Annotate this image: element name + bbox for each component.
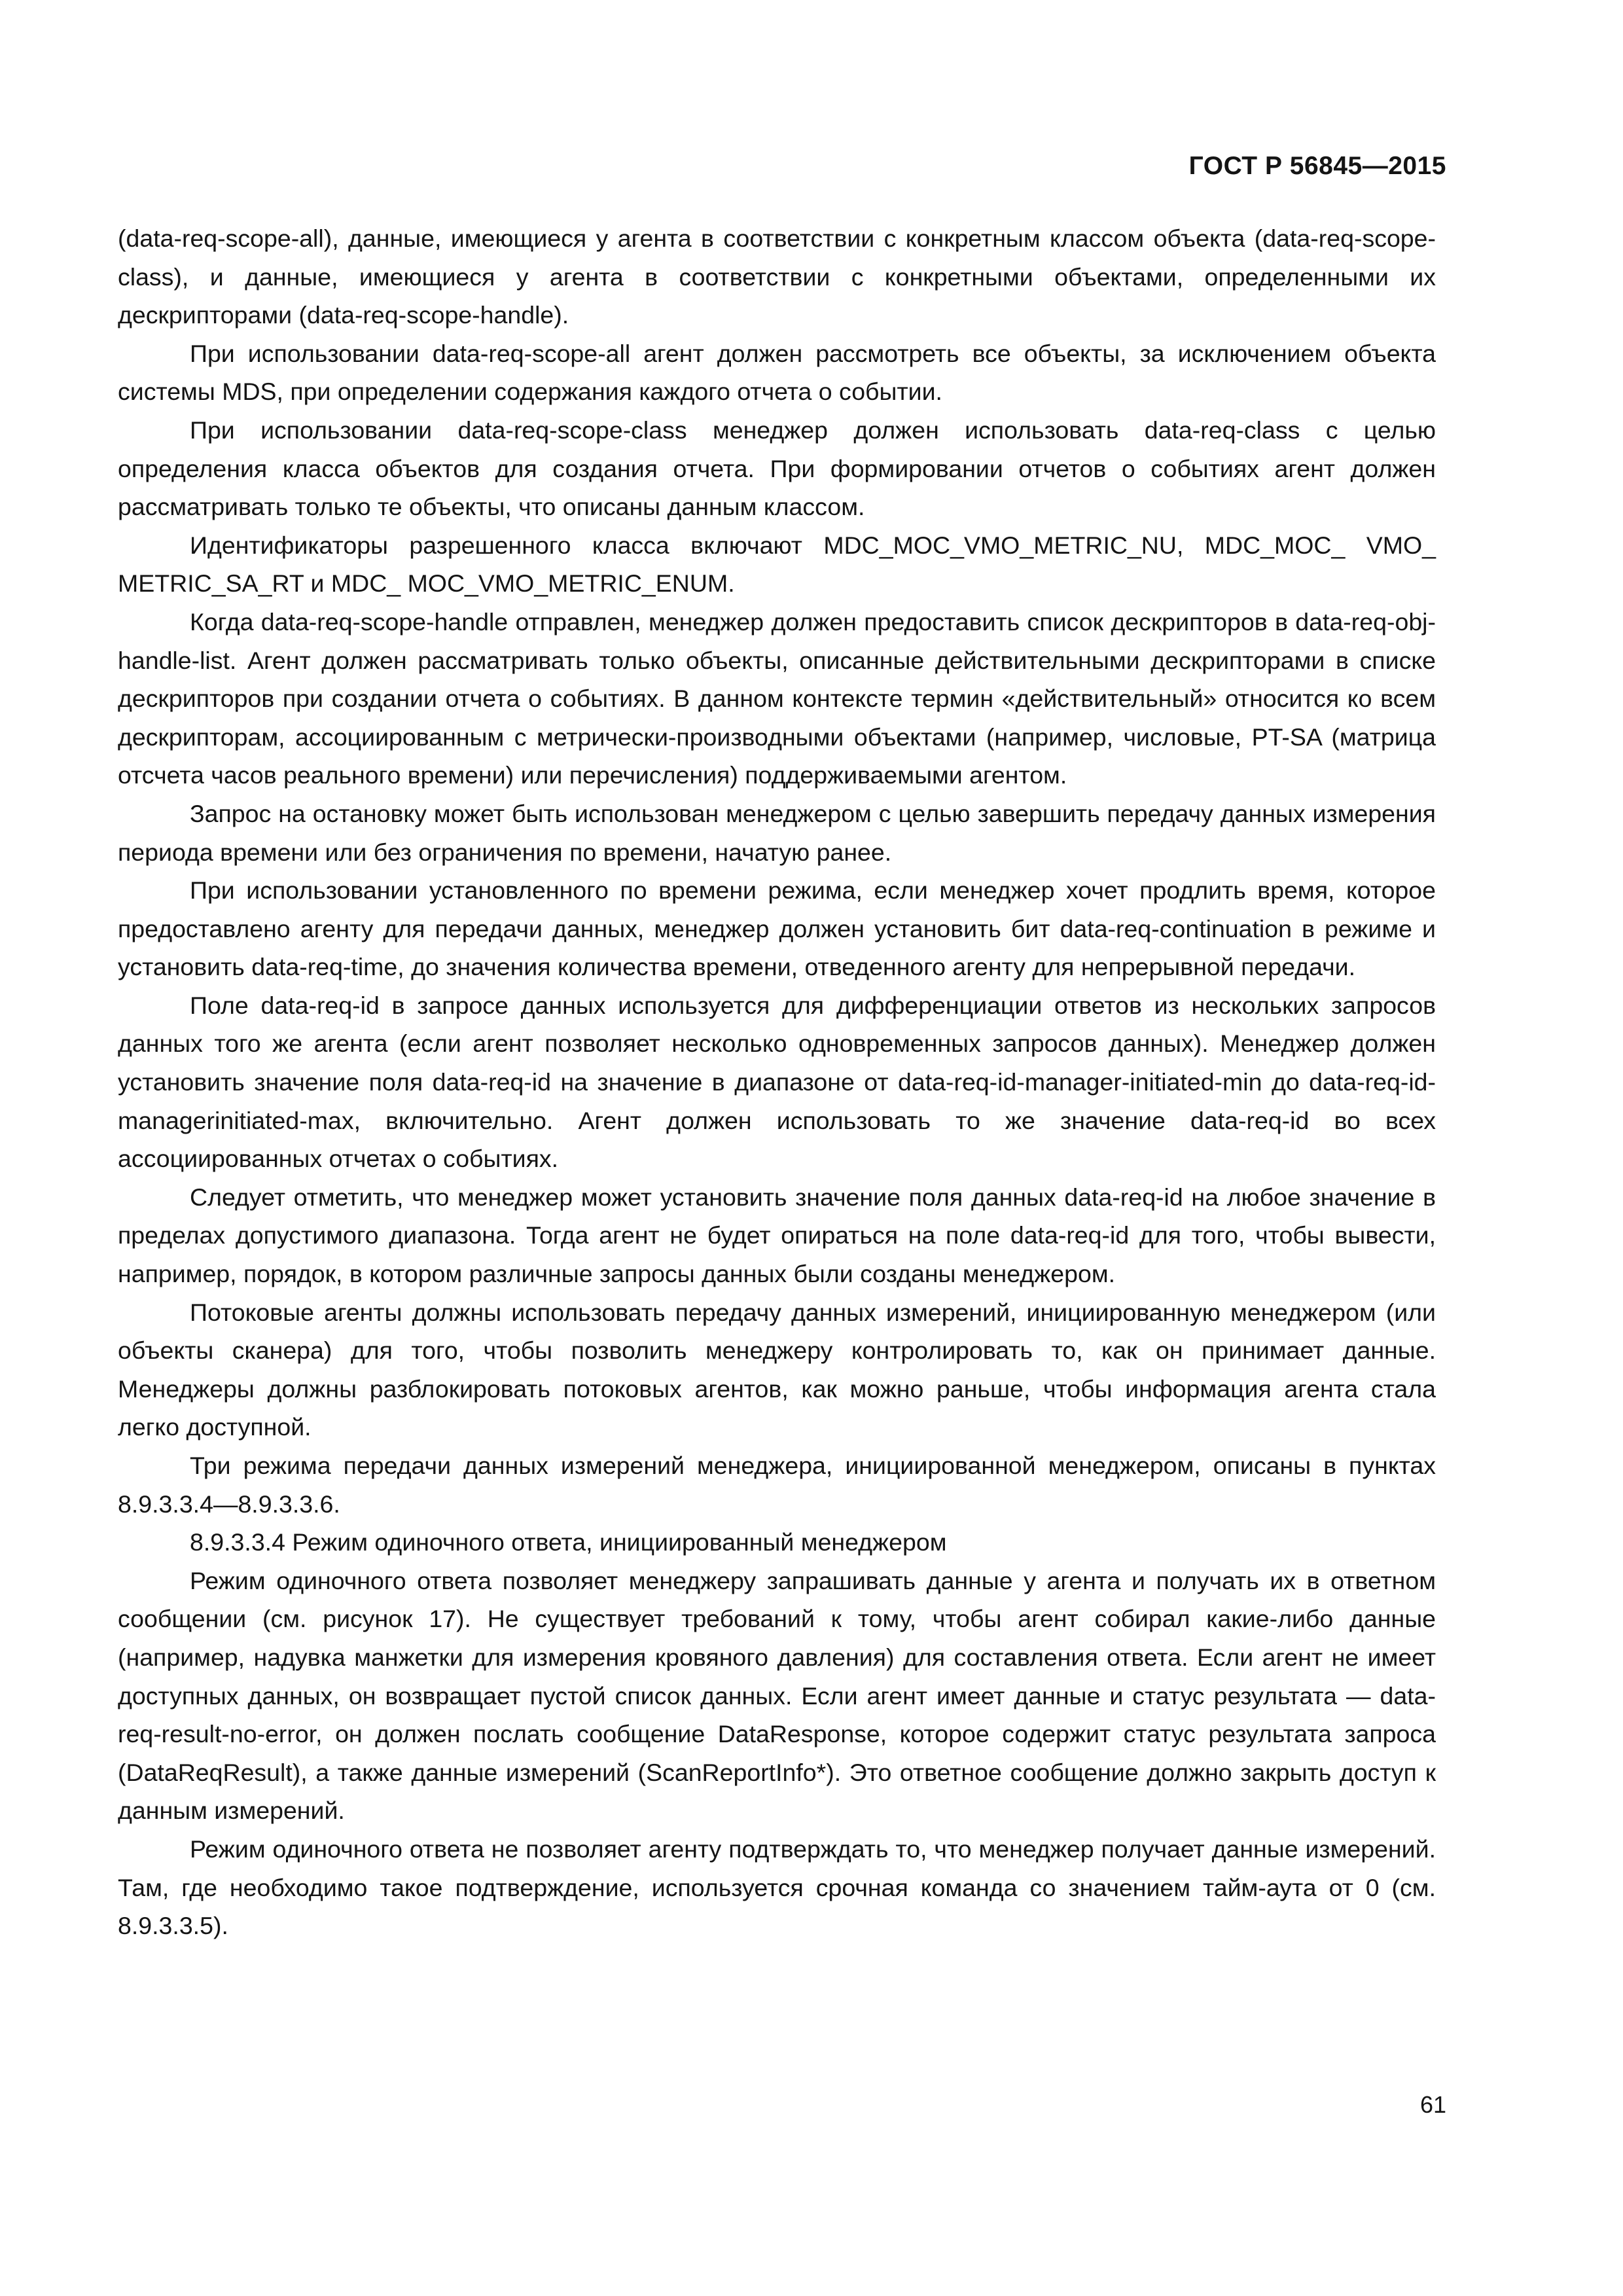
paragraph: Идентификаторы разрешенного класса включают MDC_MOC_VMO_METRIC_NU, MDC_MOC_ VMO_ METRIC_SA_RT и MDC_ MOC_VMO_METRIC_ENUM. [118, 531, 1436, 598]
paragraph: Режим одиночного ответа позволяет менеджеру запрашивать данные у агента и получать их в ответном сообщении (см. рисунок 17). Не существует требований к тому, чтобы агент собирал какие-либо данные (например, надувка манжетки для измерения кровяного давления) для составления ответа. Если агент не имеет доступных данных, он возвращает пустой список данных. Если агент имеет данные и статус результата — data-req-result-no-error, он должен послать сообщение DataResponse, которое содержит статус результата запроса (DataReqResult), а также данные измерений (ScanReportInfo*). Это ответное сообщение должно закрыть доступ к данным измерений. [118, 1566, 1436, 1825]
paragraph: Запрос на остановку может быть использован менеджером с целью завершить передачу данных измерения периода времени или без ограничения по времени, начатую ранее. [118, 799, 1436, 866]
paragraph: (data-req-scope-all), данные, имеющиеся у агента в соответствии с конкретным классом объекта (data-req-scope-class), и данные, имеющиеся у агента в соответствии с конкретными объектами, определенными их дескрипторами (data-req-scope-handle). [118, 224, 1436, 329]
paragraph: Три режима передачи данных измерений менеджера, инициированной менеджером, описаны в пунктах 8.9.3.3.4—8.9.3.3.6. [118, 1452, 1436, 1518]
body-text [118, 219, 1436, 1945]
paragraph: При использовании data-req-scope-all агент должен рассмотреть все объекты, за исключением объекта системы MDS, при определении содержания каждого отчета о событии. [118, 339, 1436, 406]
paragraph: При использовании data-req-scope-class менеджер должен использовать data-req-class с целью определения класса объектов для создания отчета. При формировании отчетов о событиях агент должен рассматривать только те объекты, что описаны данным классом. [118, 416, 1436, 521]
paragraph: Режим одиночного ответа не позволяет агенту подтверждать то, что менеджер получает данные измерений. Там, где необходимо такое подтверждение, используется срочная команда со значением тайм-аута от 0 (см. 8.9.3.3.5). [118, 1835, 1436, 1940]
section-heading: 8.9.3.3.4 Режим одиночного ответа, инициированный менеджером [190, 1528, 947, 1556]
paragraph: Поле data-req-id в запросе данных используется для дифференциации ответов из нескольких запросов данных того же агента (если агент позволяет несколько одновременных запросов данных). Менеджер должен установить значение поля data-req-id на значение в диапазоне от data-req-id-manager-initiated-min до data-req-id-managerinitiated-max, включительно. Агент должен использовать то же значение data-req-id во всех ассоциированных отчетах о событиях. [118, 991, 1436, 1173]
paragraph: Когда data-req-scope-handle отправлен, менеджер должен предоставить список дескрипторов в data-req-obj-handle-list. Агент должен рассматривать только объекты, описанные действительными дескрипторами в списке дескрипторов при создании отчета о событиях. В данном контексте термин «действительный» относится ко всем дескрипторам, ассоциированным с метрически-производными объектами (например, числовые, PT-SA (матрица отсчета часов реального времени) или перечисления) поддерживаемыми агентом. [118, 607, 1436, 789]
standard-code-header: ГОСТ Р 56845—2015 [1188, 152, 1446, 180]
paragraph: При использовании установленного по времени режима, если менеджер хочет продлить время, которое предоставлено агенту для передачи данных, менеджер должен установить бит data-req-continuation в режиме и установить data-req-time, до значения количества времени, отведенного агенту для непрерывной передачи. [118, 876, 1436, 981]
paragraph: Следует отметить, что менеджер может установить значение поля данных data-req-id на любое значение в пределах допустимого диапазона. Тогда агент не будет опираться на поле data-req-id для того, чтобы вывести, например, порядок, в котором различные запросы данных были созданы менеджером. [118, 1183, 1436, 1288]
paragraph: Потоковые агенты должны использовать передачу данных измерений, инициированную менеджером (или объекты сканера) для того, чтобы позволить менеджеру контролировать то, как он принимает данные. Менеджеры должны разблокировать потоковых агентов, как можно раньше, чтобы информация агента стала легко доступной. [118, 1298, 1436, 1441]
page-number: 61 [1419, 2091, 1446, 2118]
